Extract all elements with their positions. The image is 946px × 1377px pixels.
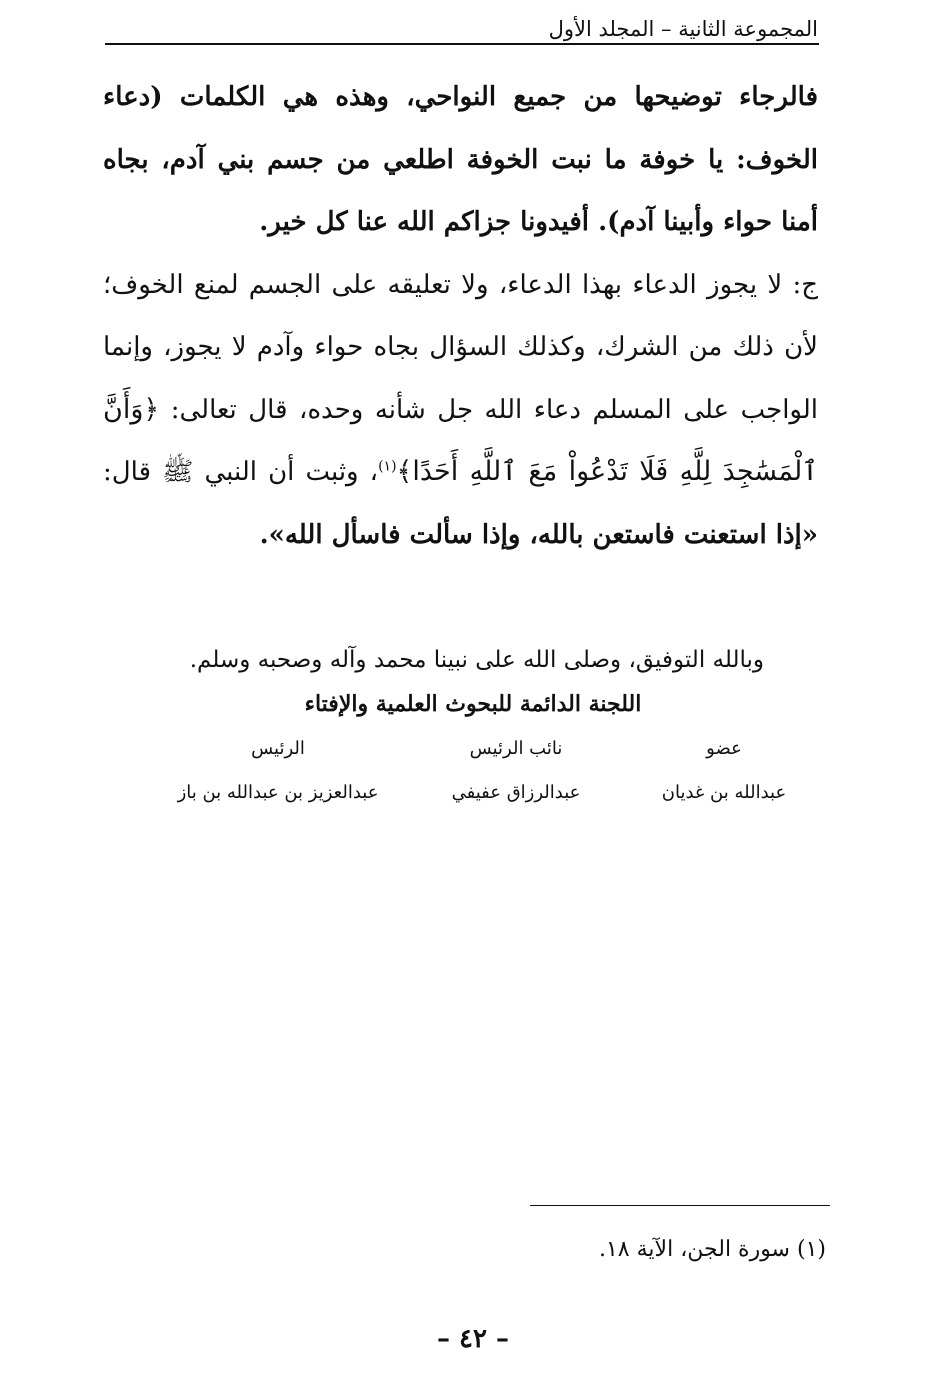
signature-role-member: عضو: [706, 738, 742, 759]
footnote-divider: [530, 1205, 830, 1206]
verse-trailing-comma: ،: [369, 457, 379, 487]
signature-name-deputy: عبدالرزاق عفيفي: [451, 782, 581, 803]
footnote-reference: (١): [378, 458, 397, 475]
question-text: فالرجاء توضيحها من جميع النواحي، وهذه هي الكلمات (دعاء الخوف: يا خوفة ما نبت الخوفة اطلعي من جسم بني آدم، بجاه أمنا حواء وأبينا آدم). أفيدونا جزاكم الله عنا كل خير.: [103, 82, 818, 237]
signature-name-chairman: عبدالعزيز بن عبدالله بن باز: [177, 782, 379, 803]
committee-title: اللجنة الدائمة للبحوث العلمية والإفتاء: [304, 691, 642, 717]
hadith-text: «إذا استعنت فاستعن بالله، وإذا سألت فاسأل الله».: [259, 519, 818, 550]
running-title: المجموعة الثانية – المجلد الأول: [548, 17, 818, 41]
footnote-text: (١) سورة الجن، الآية ١٨.: [598, 1237, 826, 1262]
fatwa-body: [103, 66, 818, 566]
header-divider: [105, 43, 819, 45]
quran-verse: ﴿وَأَنَّ ٱلْمَسَٰجِدَ لِلَّهِ فَلَا تَدْعُواْ مَعَ ٱللَّهِ أَحَدًا﴾: [103, 393, 818, 487]
verse-intro: قال تعالى:: [170, 394, 288, 425]
answer-text: ج: لا يجوز الدعاء بهذا الدعاء، ولا تعليقه على الجسم لمنع الخوف؛ لأن ذلك من الشرك، وكذلك السؤال بجاه حواء وآدم لا يجوز، وإنما الواجب على المسلم دعاء الله جل شأنه وحده،: [103, 269, 818, 425]
signature-role-chairman: الرئيس: [251, 738, 305, 759]
signature-name-member: عبدالله بن غديان: [661, 782, 787, 803]
hadith-intro: وثبت أن النبي ﷺ قال:: [103, 457, 359, 487]
page-number: – ٤٢ –: [436, 1324, 510, 1354]
answer-paragraph: [103, 254, 818, 567]
closing-line: وبالله التوفيق، وصلى الله على نبينا محمد وآله وصحبه وسلم.: [189, 647, 764, 673]
signature-role-deputy: نائب الرئيس: [469, 738, 563, 759]
